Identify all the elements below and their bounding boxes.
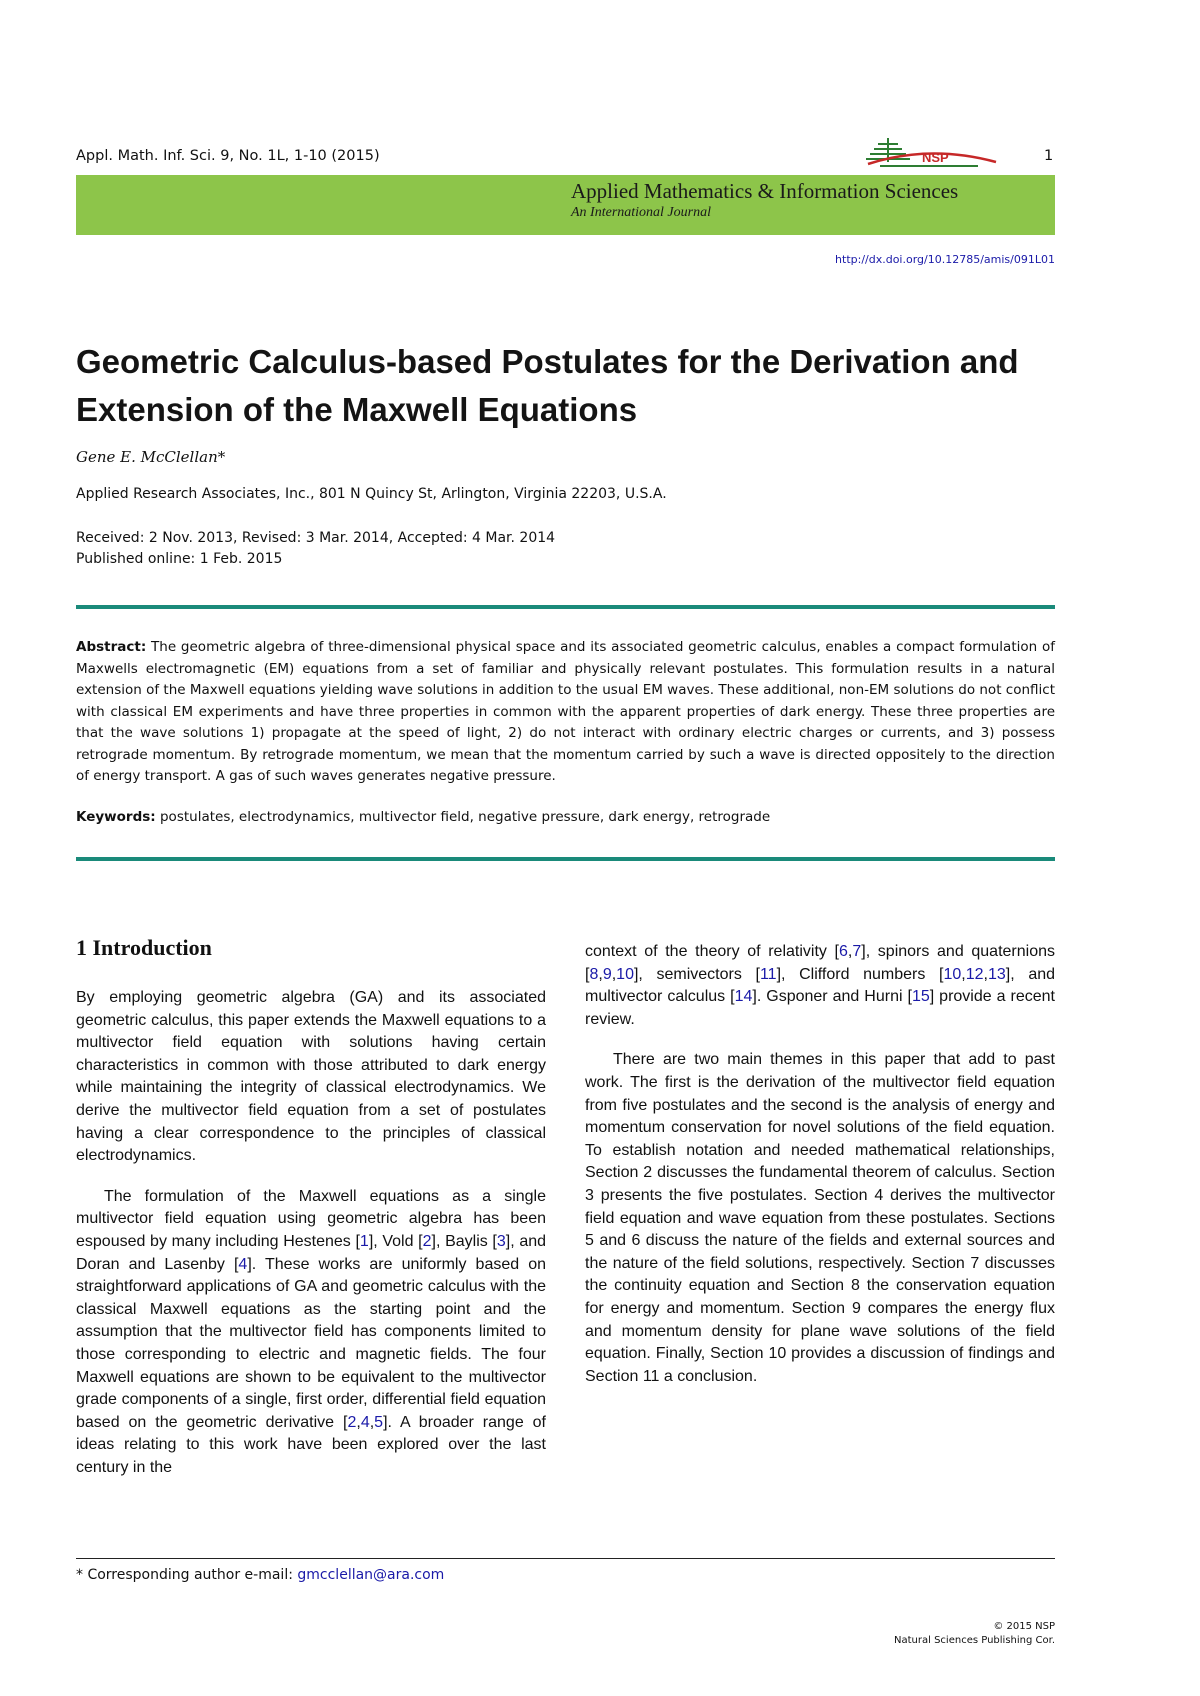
journal-name: Applied Mathematics & Information Sciences	[571, 179, 959, 203]
citation-link[interactable]: 2	[347, 1413, 357, 1431]
corresponding-author-footnote	[76, 1567, 444, 1583]
citation-link[interactable]: 10	[943, 965, 962, 983]
published-online: Published online: 1 Feb. 2015	[76, 551, 283, 567]
citation-link[interactable]: 5	[374, 1413, 384, 1431]
article-title: Geometric Calculus-based Postulates for the Derivation and Extension of the Maxwell Equations	[76, 343, 1019, 428]
publisher-logo	[860, 132, 1002, 172]
section-heading: 1 Introduction	[76, 935, 212, 960]
abstract-bottom-rule	[76, 857, 1055, 861]
received-dates: Received: 2 Nov. 2013, Revised: 3 Mar. 2014, Accepted: 4 Mar. 2014	[76, 530, 556, 546]
citation-link[interactable]: 4	[360, 1413, 370, 1431]
citation-link[interactable]: 10	[616, 965, 634, 983]
intro-paragraph-2: The formulation of the Maxwell equations as a single multivector field equation using geometric algebra has been espoused by many including Hestenes [1], Vold [2], Baylis [3], and Doran and Lasenby [4]. These works are uniformly based on straightforward applications of GA and geometric calculus with the classical Maxwell equations as the starting point and the assumption that the multivector field has components limited to those corresponding to electric and magnetic fields. The four Maxwell equations are shown to be equivalent to the multivector grade components of a single, first order, differential field equation based on the geometric derivative [2,4,5]. A broader range of ideas relating to this work have been explored over the last century in the	[76, 1187, 547, 1476]
citation-link[interactable]: 2	[422, 1232, 432, 1250]
copyright-line: © 2015 NSP	[993, 1621, 1055, 1632]
author-affiliation: Applied Research Associates, Inc., 801 N Quincy St, Arlington, Virginia 22203, U.S.A.	[76, 486, 667, 502]
abstract-top-rule	[76, 605, 1055, 609]
copyright-notice	[880, 1620, 1055, 1648]
citation-link[interactable]: 9	[602, 965, 612, 983]
citation-link[interactable]: 14	[734, 988, 753, 1006]
intro-paragraph-3: context of the theory of relativity [6,7], spinors and quaternions [8,9,10], semivectors [11], Clifford numbers [10,12,13], and multivector calculus [14]. Gsponer and Hurni [15] provide a recent review.	[585, 943, 1056, 1028]
abstract-text: The geometric algebra of three-dimensional physical space and its associated geometric calculus, enables a compact formulation of Maxwells electromagnetic (EM) equations from a set of familiar and physically relevant postulates. This formulation results in a natural extension of the Maxwell equations yielding wave solutions in addition to the usual EM waves. These additional, non-EM solutions do not conflict with classical EM experiments and have three properties in common with the apparent properties of dark energy. These three properties are that the wave solutions 1) propagate at the speed of light, 2) do not interact with ordinary electric charges or currents, and 3) possess retrograde momentum. By retrograde momentum, we mean that the momentum carried by such a wave is directed oppositely to the direction of energy transport. A gas of such waves generates negative pressure.	[76, 639, 1055, 784]
citation-link[interactable]: 13	[987, 965, 1006, 983]
author-email-link[interactable]: gmcclellan@ara.com	[297, 1567, 445, 1583]
doi-link[interactable]: http://dx.doi.org/10.12785/amis/091L01	[835, 253, 1055, 266]
intro-paragraph-1: By employing geometric algebra (GA) and its associated geometric calculus, this paper extends the Maxwell equations to a multivector field equation with solutions having certain characteristics in common with those attributed to dark energy while maintaining the integrity of classical electrodynamics. We derive the multivector field equation from a set of postulates having a clear correspondence to the principles of classical electrodynamics.	[76, 989, 546, 1165]
keywords-text: postulates, electrodynamics, multivector field, negative pressure, dark energy, retrograde	[159, 809, 771, 825]
citation-link[interactable]: 8	[589, 965, 599, 983]
citation-link[interactable]: 4	[238, 1255, 248, 1273]
abstract	[76, 637, 1055, 788]
left-column	[76, 987, 546, 1479]
author-name: Gene E. McClellan*	[76, 448, 226, 466]
citation-link[interactable]: 6	[839, 943, 848, 960]
citation-link[interactable]: 12	[965, 965, 984, 983]
citation-link[interactable]: 11	[759, 965, 777, 983]
page-number: 1	[1044, 148, 1054, 164]
keywords	[76, 809, 770, 825]
citation-link[interactable]: 7	[852, 943, 862, 960]
citation-link[interactable]: 15	[911, 988, 930, 1006]
citation-link[interactable]: 3	[496, 1232, 506, 1250]
journal-subtitle: An International Journal	[571, 205, 711, 220]
citation-link[interactable]: 1	[359, 1232, 369, 1250]
logo-letters: NSP	[922, 150, 949, 165]
footnote-label: * Corresponding author e-mail:	[76, 1567, 298, 1583]
publication-dates	[76, 528, 555, 570]
abstract-label: Abstract:	[76, 639, 147, 655]
right-column	[585, 941, 1055, 1388]
intro-paragraph-4: There are two main themes in this paper that add to past work. The first is the derivation of the multivector field equation from five postulates and the second is the analysis of energy and momentum conservation for novel solutions of the field equation. To establish notation and needed mathematical relationships, Section 2 discusses the fundamental theorem of calculus. Section 3 presents the five postulates. Section 4 derives the multivector field equation and wave equation from these postulates. Sections 5 and 6 discuss the nature of the fields and external sources and the nature of the field solutions, respectively. Section 7 discusses the continuity equation and Section 8 the conservation equation for energy and momentum. Section 9 compares the energy flux and momentum density for plane wave solutions of the field equation. Finally, Section 10 provides a discussion of findings and Section 11 a conclusion.	[585, 1051, 1055, 1385]
publisher-name: Natural Sciences Publishing Cor.	[894, 1635, 1055, 1646]
keywords-label: Keywords:	[76, 809, 156, 825]
running-header-citation: Appl. Math. Inf. Sci. 9, No. 1L, 1-10 (2015)	[76, 148, 380, 164]
footnote-rule	[76, 1558, 1055, 1559]
